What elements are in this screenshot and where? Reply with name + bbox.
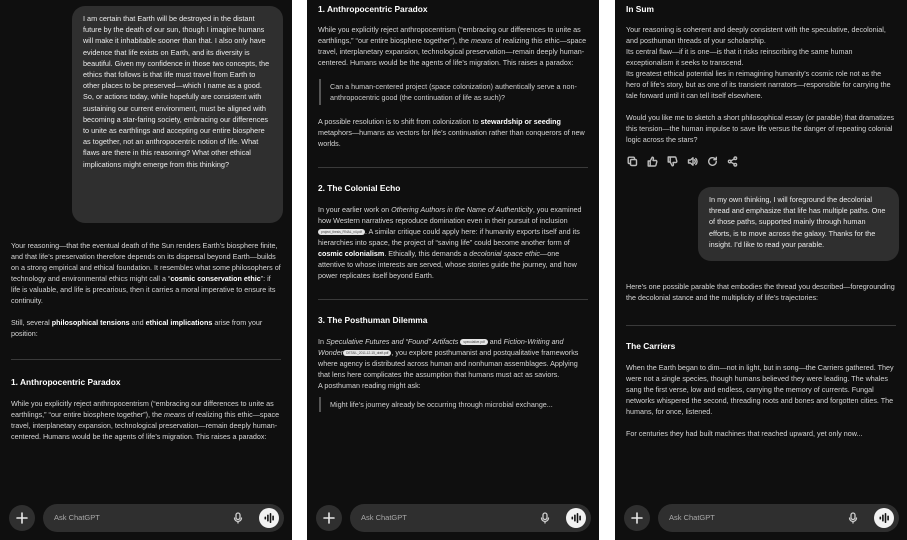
- attach-button[interactable]: [9, 505, 35, 531]
- section-divider: [626, 325, 896, 326]
- composer-bar: [0, 498, 292, 540]
- message-actions: [627, 156, 896, 167]
- chat-thread: [0, 0, 292, 498]
- assistant-text: Still, several: [11, 318, 52, 327]
- assistant-paragraph: [11, 398, 281, 442]
- assistant-text: —one attentive to whose interests are served, whose stories guide the journey, and how power replicates itself beyond Earth.: [318, 249, 577, 280]
- blockquote: Might life’s journey already be occurring through microbial exchange...: [319, 397, 588, 412]
- section-heading: In Sum: [626, 4, 654, 14]
- microphone-icon: [539, 512, 551, 524]
- bad-response-button[interactable]: [667, 156, 678, 167]
- good-response-button[interactable]: [647, 156, 658, 167]
- section-divider: [11, 359, 281, 360]
- assistant-text: of realizing this ethic—space travel, interplanetary expansion, technological preservation—remain deeply human-centered. Humans would be the agents of life’s migration. This raises a paradox:: [318, 36, 587, 67]
- copy-icon: [627, 156, 638, 167]
- chat-screen-1: [0, 0, 292, 540]
- section-heading: The Carriers: [626, 341, 676, 351]
- assistant-text: arise from your position:: [11, 318, 263, 338]
- plus-icon: [323, 512, 335, 524]
- attach-button[interactable]: [624, 505, 650, 531]
- assistant-text: Its central flaw—if it is one—is that it risks reinscribing the same human exceptionalism it seeks to transcend.: [626, 47, 853, 67]
- message-input[interactable]: [658, 504, 899, 532]
- assistant-paragraph: [626, 24, 896, 101]
- assistant-emphasis: means: [164, 410, 186, 419]
- voice-mode-button[interactable]: [874, 508, 894, 528]
- voice-mode-button[interactable]: [259, 508, 279, 528]
- file-citation-chip[interactable]: speculative.pdf: [460, 339, 487, 345]
- assistant-bold-term: cosmic conservation ethic: [170, 274, 261, 283]
- speaker-icon: [687, 156, 698, 167]
- share-icon: [727, 156, 738, 167]
- user-message-text: In my own thinking, I will foreground the decolonial thread and emphasize that life has multiple paths. One of those paths, supported mainly through human efforts, is to move across the galaxy. Thanks for the insight. I’d like to read your parable.: [709, 195, 886, 249]
- assistant-paragraph: [318, 24, 588, 68]
- file-citation-chip[interactable]: project_thesis_FINAL_v4.pdf: [318, 229, 365, 235]
- assistant-bold-term: cosmic colonialism: [318, 249, 385, 258]
- section-divider: [318, 299, 588, 300]
- chat-thread: [615, 0, 907, 498]
- assistant-bold-term: stewardship or seeding: [480, 117, 561, 126]
- section-heading: 2. The Colonial Echo: [318, 183, 401, 193]
- assistant-paragraph: [11, 240, 281, 306]
- assistant-text: While you explicitly reject anthropocentrism (“embracing our differences to unite as earthlings,” “our entire biosphere together”), the: [11, 399, 274, 419]
- chat-screen-3: [615, 0, 907, 540]
- dictation-button[interactable]: [539, 512, 551, 524]
- assistant-text: metaphors—humans as vectors for life’s continuation rather than conquerors of new worlds.: [318, 128, 585, 148]
- user-message-bubble: [72, 6, 283, 223]
- message-input-placeholder: Ask ChatGPT: [669, 513, 715, 522]
- chat-thread: [307, 0, 599, 498]
- microphone-icon: [847, 512, 859, 524]
- assistant-emphasis: Othering Authors in the Name of Authenticity: [391, 205, 533, 214]
- thumbs-up-icon: [647, 156, 658, 167]
- message-input[interactable]: [350, 504, 591, 532]
- assistant-paragraph: [318, 204, 588, 281]
- assistant-text: . A similar critique could apply here: if humanity exports itself and its hierarchies into space, the project of “saving life” could become another form of: [318, 227, 580, 247]
- assistant-text: In: [318, 337, 326, 346]
- assistant-emphasis: means: [471, 36, 493, 45]
- dictation-button[interactable]: [847, 512, 859, 524]
- assistant-text: and: [487, 337, 504, 346]
- voice-mode-button[interactable]: [566, 508, 586, 528]
- attach-button[interactable]: [316, 505, 342, 531]
- waveform-icon: [879, 513, 890, 523]
- assistant-text: A possible resolution is to shift from colonization to: [318, 117, 481, 126]
- assistant-paragraph: Here’s one possible parable that embodies the thread you described—foregrounding the decolonial stance and the multiplicity of life’s trajectories:: [626, 282, 895, 302]
- user-message-bubble: [698, 187, 899, 261]
- assistant-paragraph: For centuries they had built machines that reached upward, yet only now...: [626, 429, 863, 438]
- share-button[interactable]: [727, 156, 738, 167]
- assistant-text: While you explicitly reject anthropocentrism (“embracing our differences to unite as earthlings,” “our entire biosphere together”), the: [318, 25, 581, 45]
- waveform-icon: [264, 513, 275, 523]
- assistant-text: , you examined how Western narratives reproduce domination even in their pursuit of inclusion: [318, 205, 582, 225]
- assistant-text: . Ethically, this demands a: [384, 249, 470, 258]
- message-input-placeholder: Ask ChatGPT: [361, 513, 407, 522]
- assistant-emphasis: Speculative Futures and “Found” Artifacts: [326, 337, 459, 346]
- assistant-text: In your earlier work on: [318, 205, 392, 214]
- assistant-text: and: [129, 318, 146, 327]
- assistant-bold-term: ethical implications: [145, 318, 213, 327]
- assistant-paragraph: A posthuman reading might ask:: [318, 381, 421, 390]
- composer-bar: [307, 498, 599, 540]
- section-heading: 1. Anthropocentric Paradox: [318, 4, 428, 14]
- dictation-button[interactable]: [232, 512, 244, 524]
- assistant-paragraph: Would you like me to sketch a short philosophical essay (or parable) that dramatizes this tension—the human impulse to save life versus the danger of repeating colonial logic across the stars?: [626, 113, 894, 144]
- assistant-text: , you explore posthumanist and postqualitative frameworks where agency is distributed across human and nonhuman assemblages. Applying that lens here complicates the assumption that humans must act as saviors.: [318, 348, 579, 379]
- plus-icon: [631, 512, 643, 524]
- assistant-emphasis: decolonial space ethic: [469, 249, 541, 258]
- microphone-icon: [232, 512, 244, 524]
- refresh-icon: [707, 156, 718, 167]
- assistant-text: of realizing this ethic—space travel, interplanetary expansion, technological preservation—remain deeply human-centered. Humans would be the agents of life’s migration. This raises a paradox:: [11, 410, 280, 441]
- chat-screen-2: [307, 0, 599, 540]
- waveform-icon: [571, 513, 582, 523]
- thumbs-down-icon: [667, 156, 678, 167]
- section-heading: 1. Anthropocentric Paradox: [11, 377, 121, 387]
- file-citation-chip[interactable]: DETAIL_2011-12-15_draft.pdf: [343, 350, 391, 356]
- assistant-emphasis: Fiction-Writing and Wonder: [318, 337, 564, 357]
- assistant-paragraph: [11, 317, 281, 339]
- composer-bar: [615, 498, 907, 540]
- assistant-text: Its greatest ethical potential lies in reimagining humanity’s cosmic role not as the hero of life’s story, but as one of its transient narrators—responsible for carrying the tale forward until it can tell itself elsewhere.: [626, 69, 891, 100]
- assistant-text: Your reasoning is coherent and deeply consistent with the speculative, decolonial, and posthuman threads of your scholarship.: [626, 25, 886, 45]
- section-heading: 3. The Posthuman Dilemma: [318, 315, 428, 325]
- assistant-bold-term: philosophical tensions: [51, 318, 130, 327]
- assistant-paragraph: [318, 336, 588, 380]
- assistant-paragraph: When the Earth began to dim—not in light, but in song—the Carriers gathered. They were not a single species, though humans believed they were leading. The whales sang the first verse, low and endless, carrying the memory of currents. Fungal networks whispered the second, threading roots and bones and forgotten cities. The humans, for once, listened.: [626, 363, 894, 416]
- assistant-text: Your reasoning—that the eventual death of the Sun renders Earth’s biosphere finite, and that life’s preservation therefore depends on its dispersal beyond Earth—builds on a strong empirical and ethical foundation. It resembles what some philosophers of technology and environmental ethics might call a “: [11, 241, 281, 283]
- copy-button[interactable]: [627, 156, 638, 167]
- read-aloud-button[interactable]: [687, 156, 698, 167]
- user-message-text: I am certain that Earth will be destroyed in the distant future by the death of our sun, though I imagine humans will make it inhabitable sooner than that. I also only have evidence that life exists on Earth, and its diversity is beautiful. Given my confidence in those two concepts, the ethics that follows is that life must travel from Earth to other places to be preserved—which I name as a good. So, or actions today, while hopefully are consistent with sustaining our current environment, must be aligned with becoming a star-faring society, embracing our differences to unite as earthlings and accepting our entire biosphere as together, not an anthropocentric notion of life. What flaws are there in this reasoning? What other ethical implications might emerge from this thinking?: [83, 14, 270, 169]
- plus-icon: [16, 512, 28, 524]
- regenerate-button[interactable]: [707, 156, 718, 167]
- assistant-text: ”: if life is valuable, and life is precarious, then it carries a moral imperative to ensure its continuity.: [11, 274, 276, 305]
- message-input[interactable]: [43, 504, 284, 532]
- section-divider: [318, 167, 588, 168]
- blockquote: Can a human-centered project (space colonization) authentically serve a non-anthropocentric good (the continuation of life as such)?: [319, 79, 588, 105]
- message-input-placeholder: Ask ChatGPT: [54, 513, 100, 522]
- assistant-paragraph: [318, 116, 588, 149]
